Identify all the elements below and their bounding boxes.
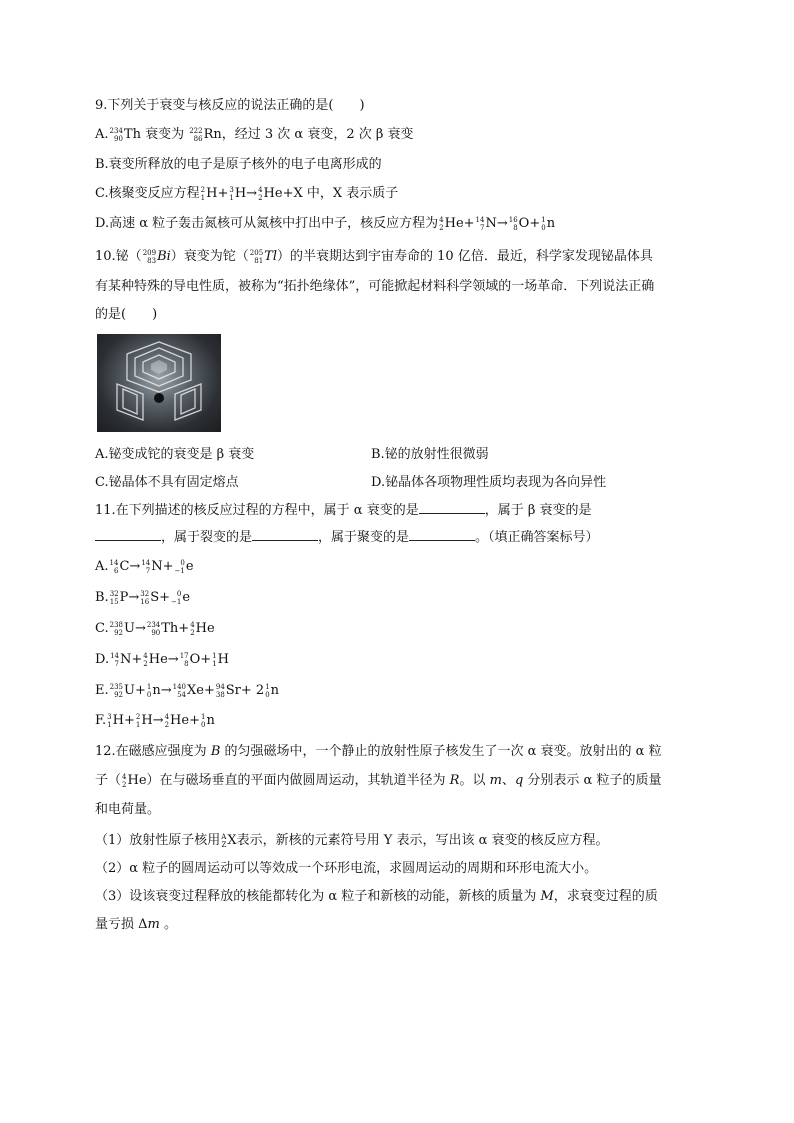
q10-option-c: C.铋晶体不具有固定熔点 xyxy=(95,475,239,490)
q12-part3-cont: 量亏损 Δm 。 xyxy=(95,917,177,932)
arrow: → xyxy=(246,186,258,201)
nuclide-symbol: O xyxy=(518,216,530,231)
q9-option-b: B.衰变所释放的电子是原子核外的电子电离形成的 xyxy=(95,157,382,172)
text: 11.在下列描述的核反应过程的方程中，属于 α 衰变的是 xyxy=(95,503,419,518)
text: 。（填正确答案标号） xyxy=(475,530,599,545)
variable: B xyxy=(210,744,221,759)
q12-part1: （1）放射性原子核用 A Z X表示，新核的元素符号用 Y 表示，写出该 α 衰变的核反应方程。 xyxy=(95,832,609,849)
q11-option-a: A. 14 6 C→ 14 7 N+ 0 −1 e xyxy=(95,558,194,575)
text: ，属于 β 衰变的是 xyxy=(484,503,592,518)
nuclide-scripts: 205 81 xyxy=(249,248,264,265)
q10-option-b: B.铋的放射性很微弱 xyxy=(371,447,489,462)
nuclide-scripts: 209 83 xyxy=(142,248,157,265)
q9-option-d xyxy=(95,215,555,233)
text: ）衰变为铊（ xyxy=(170,249,249,264)
nuclide-symbol: N xyxy=(485,216,497,231)
variable: R xyxy=(449,773,460,788)
q10-line3: 的是( ) xyxy=(95,307,158,322)
text: ，经过 3 次 α 衰变，2 次 β 衰变 xyxy=(221,127,414,142)
variable: m xyxy=(147,917,160,932)
text: C.核聚变反应方程 xyxy=(95,186,200,201)
variable: m xyxy=(489,773,502,788)
nuclide-scripts: 2 1 xyxy=(200,185,206,202)
q11-line2 xyxy=(95,528,599,547)
text: ）的半衰期达到宇宙寿命的 10 亿倍．最近，科学家发现铋晶体具 xyxy=(277,249,653,264)
answer-blank[interactable] xyxy=(95,528,161,541)
q9-stem: 9.下列关于衰变与核反应的说法正确的是( ) xyxy=(95,98,365,113)
q12-part2: （2）α 粒子的圆周运动可以等效成一个环形电流，求圆周运动的周期和环形电流大小。 xyxy=(95,861,598,876)
nuclide-symbol: Bi xyxy=(157,249,171,264)
operator: + xyxy=(217,186,229,201)
q9-option-a xyxy=(95,126,414,144)
nuclide-scripts: 16 8 xyxy=(508,215,518,232)
q11-option-b: B. 32 15 P→ 32 16 S+ 0 −1 e xyxy=(95,589,191,606)
bismuth-crystal-photo xyxy=(97,334,221,432)
q11-option-e: E. 235 92 U+ 1 0 n→ 140 54 Xe+ 94 38 Sr+ 2 1 0 n xyxy=(95,682,280,699)
nuclide-symbol: H xyxy=(206,186,218,201)
option-label: A. xyxy=(95,127,109,142)
nuclide-scripts: 222 86 xyxy=(189,126,203,143)
nuclide-scripts: 4 2 xyxy=(439,215,444,232)
q11-option-f: F. 3 1 H+ 2 1 H→ 4 2 He+ 1 0 n xyxy=(95,712,215,729)
q11-line1 xyxy=(95,501,592,520)
q12-part3: （3）设该衰变过程释放的核能都转化为 α 粒子和新核的动能，新核的质量为 M，求衰变过程的质 xyxy=(95,889,658,904)
arrow: → xyxy=(496,216,508,231)
q9-option-c xyxy=(95,185,398,203)
variable: q xyxy=(514,773,524,788)
text: +X 中，X 表示质子 xyxy=(282,186,399,201)
nuclide-symbol: Rn xyxy=(203,127,222,142)
text: ，属于裂变的是 xyxy=(161,530,253,545)
q11-option-d: D. 14 7 N+ 4 2 He→ 17 8 O+ 1 1 H xyxy=(95,651,230,668)
q12-line3: 和电荷量。 xyxy=(95,802,161,817)
nuclide-scripts: 3 1 xyxy=(229,185,234,202)
bismuth-crystal-image xyxy=(97,334,221,432)
variable: M xyxy=(540,889,554,904)
q12-line2: 子（ 4 2 He）在与磁场垂直的平面内做圆周运动，其轨道半径为 R。以 m、q 分别表示 α 粒子的质量 xyxy=(95,772,662,789)
text: D.高速 α 粒子轰击氮核可从氮核中打出中子，核反应方程为 xyxy=(95,216,439,231)
nuclide-scripts: 4 2 xyxy=(258,185,263,202)
nuclide-scripts: 14 7 xyxy=(475,215,485,232)
nuclide-symbol: Th xyxy=(123,127,141,142)
nuclide-symbol: Tl xyxy=(264,249,278,264)
q10-option-a: A.铋变成铊的衰变是 β 衰变 xyxy=(95,447,255,462)
q12-line1: 12.在磁感应强度为 B 的匀强磁场中，一个静止的放射性原子核发生了一次 α 衰变。放射出的 α 粒 xyxy=(95,744,662,759)
answer-blank[interactable] xyxy=(252,528,318,541)
text: 衰变为 xyxy=(140,127,189,142)
text: 10.铋（ xyxy=(95,249,142,264)
nuclide-symbol: He xyxy=(263,186,283,201)
q10-option-d: D.铋晶体各项物理性质均表现为各向异性 xyxy=(371,475,607,490)
text: ，属于聚变的是 xyxy=(318,530,410,545)
answer-blank[interactable] xyxy=(409,528,475,541)
nuclide-scripts: 1 0 xyxy=(541,215,546,232)
nuclide-symbol: H xyxy=(234,186,247,201)
nuclide-symbol: He xyxy=(444,216,464,231)
nuclide-symbol: n xyxy=(546,216,556,231)
nuclide-scripts: 234 90 xyxy=(109,126,123,143)
q11-option-c: C. 238 92 U→ 234 90 Th+ 4 2 He xyxy=(95,620,215,637)
q10-line2: 有某种特殊的导电性质，被称为“拓扑绝缘体”，可能掀起材料科学领域的一场革命．下列说法正确 xyxy=(95,279,655,294)
operator: + xyxy=(463,216,475,231)
operator: + xyxy=(529,216,541,231)
answer-blank[interactable] xyxy=(419,501,485,514)
q10-line1 xyxy=(95,248,653,266)
